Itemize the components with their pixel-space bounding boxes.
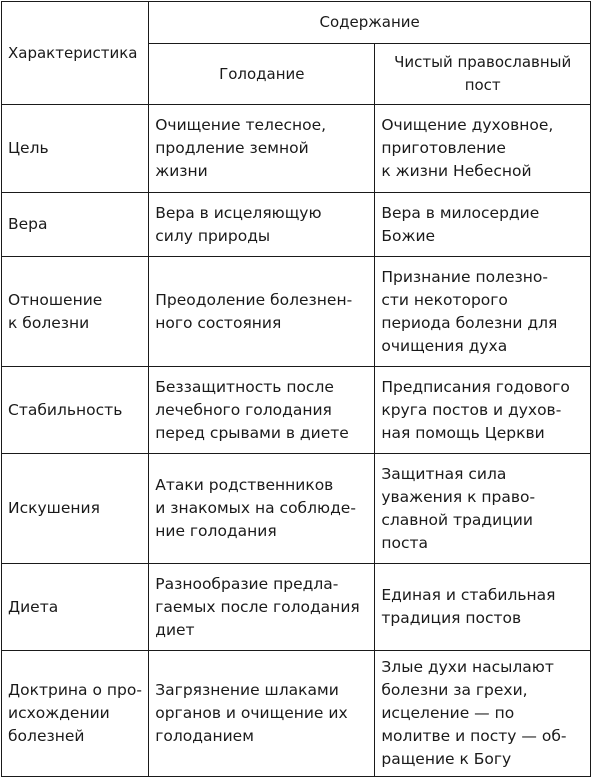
cell-fasting: Разнообразие предла- гаемых после голодания диет — [149, 564, 375, 651]
table-row — [2, 257, 591, 367]
cell-fasting: Атаки родственников и знакомых на соблюде- ние голодания — [149, 454, 375, 564]
cell-fasting: Преодоление болезнен- ного состояния — [149, 257, 375, 367]
cell-fasting: Беззащитность после лечебного голодания перед срывами в диете — [149, 367, 375, 454]
cell-orthodox-fast: Предписания годового круга постов и духов- ная помощь Церкви — [375, 367, 591, 454]
cell-characteristic: Стабильность — [2, 367, 149, 454]
cell-characteristic: Вера — [2, 193, 149, 257]
document-page — [0, 1, 592, 777]
header-fasting: Голодание — [149, 44, 375, 105]
table-row — [2, 564, 591, 651]
cell-orthodox-fast: Единая и стабильная традиция постов — [375, 564, 591, 651]
table-row — [2, 105, 591, 193]
table-header — [2, 2, 591, 105]
table-row — [2, 193, 591, 257]
cell-orthodox-fast: Злые духи насылают болезни за грехи, исцеление — по молитве и посту — об- ращение к Богу — [375, 651, 591, 777]
table-body — [2, 105, 591, 777]
header-content: Содержание — [149, 2, 591, 44]
cell-orthodox-fast: Вера в милосердие Божие — [375, 193, 591, 257]
cell-characteristic: Цель — [2, 105, 149, 193]
cell-fasting: Очищение телесное, продление земной жизни — [149, 105, 375, 193]
cell-characteristic: Отношение к болезни — [2, 257, 149, 367]
table-row — [2, 454, 591, 564]
cell-orthodox-fast: Защитная сила уважения к право- славной традиции поста — [375, 454, 591, 564]
cell-characteristic: Искушения — [2, 454, 149, 564]
comparison-table — [1, 1, 591, 777]
header-row-top — [2, 2, 591, 44]
cell-orthodox-fast: Признание полезно- сти некоторого периода болезни для очищения духа — [375, 257, 591, 367]
cell-fasting: Загрязнение шлаками органов и очищение их голоданием — [149, 651, 375, 777]
table-row — [2, 367, 591, 454]
table-row — [2, 651, 591, 777]
cell-orthodox-fast: Очищение духовное, приготовление к жизни Небесной — [375, 105, 591, 193]
cell-fasting: Вера в исцеляющую силу природы — [149, 193, 375, 257]
cell-characteristic: Доктрина о про- исхождении болезней — [2, 651, 149, 777]
cell-characteristic: Диета — [2, 564, 149, 651]
header-characteristic: Характеристика — [2, 2, 149, 105]
header-orthodox-fast: Чистый православный пост — [375, 44, 591, 105]
